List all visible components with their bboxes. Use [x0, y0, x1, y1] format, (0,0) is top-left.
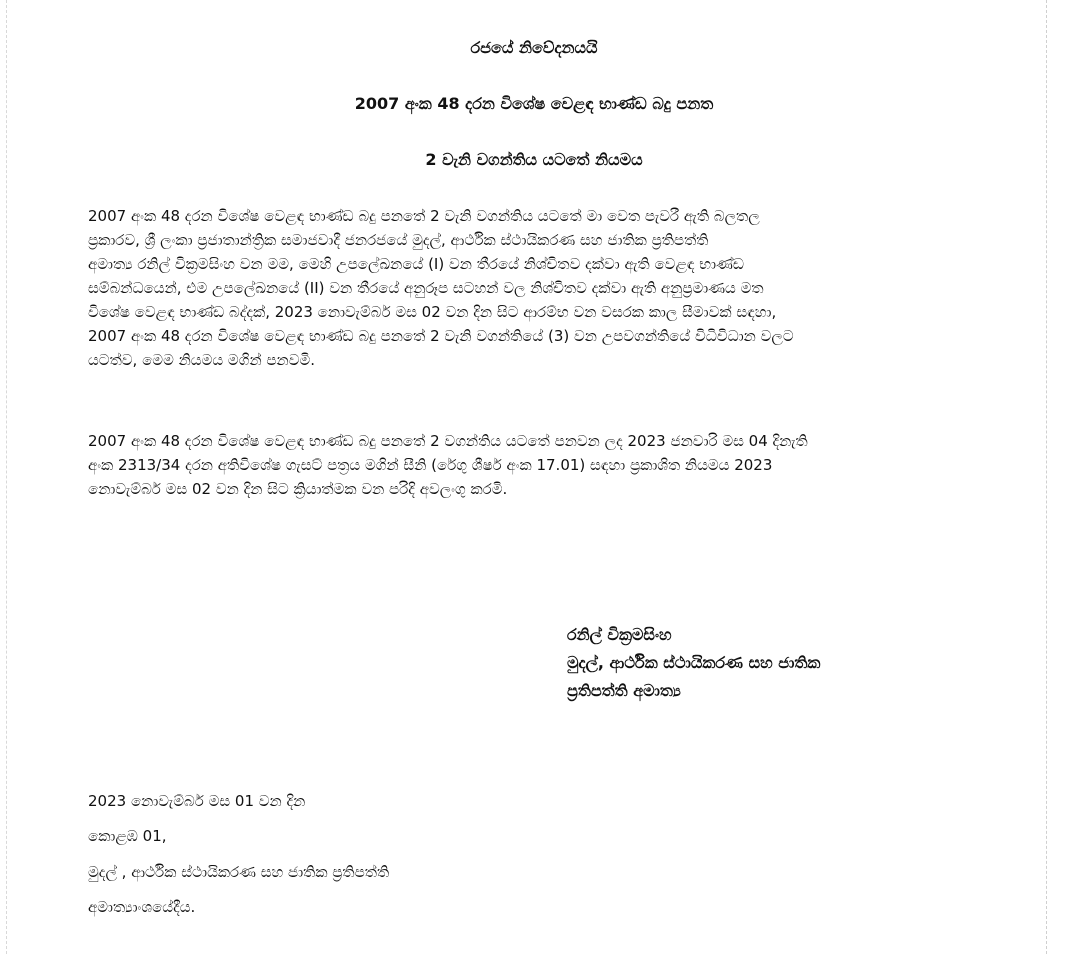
- paragraph-line: 2007 අංක 48 දරන විශේෂ වෙළඳ භාණ්ඩ බදු පනතේ 2 වැනි වගන්තියේ (3) වන උපවගන්තියේ විධිවිධාන වලට: [88, 327, 794, 345]
- issue-date: 2023 නොවැම්බර් මස 01 වන දින: [88, 792, 306, 810]
- paragraph-line: 2007 අංක 48 දරන විශේෂ වෙළඳ භාණ්ඩ බදු පනතේ 2 වගන්තිය යටතේ පනවන ලද 2023 ජනවාරි මස 04 දිනැති: [88, 432, 808, 450]
- signatory-title: මුදල්, ආර්ථික ස්ථායිකරණ සහ ජාතික: [567, 653, 821, 672]
- paragraph-line: ප්‍රකාරව, ශ්‍රී ලංකා ප්‍රජාතාන්ත්‍රික සමාජවාදී ජනරජයේ මුදල්, ආර්ථික ස්ථායිකරණ සහ ජාතික ප්‍රතිපත්ති: [88, 231, 709, 249]
- issue-place: කොළඹ 01,: [88, 827, 167, 845]
- signatory-name: රනිල් වික්‍රමසිංහ: [567, 625, 672, 644]
- paragraph-line: 2007 අංක 48 දරන විශේෂ වෙළඳ භාණ්ඩ බදු පනතේ 2 වැනි වගන්තිය යටතේ මා වෙත පැවරී ඇති බලතල: [88, 207, 760, 225]
- scan-edge-left: [6, 0, 7, 954]
- paragraph-revocation: [88, 429, 968, 501]
- act-title: 2007 අංක 48 දරන විශේෂ වෙළඳ භාණ්ඩ බදු පනත: [354, 94, 714, 113]
- notice-title: රජයේ නිවේදනයයි: [470, 38, 598, 57]
- ministry-name: මුදල් , ආර්ථික ස්ථායිකරණ සහ ජාතික ප්‍රතිපත්ති: [88, 863, 390, 881]
- signature-block: [567, 621, 1027, 705]
- paragraph-line: අමාත්‍ය රනිල් වික්‍රමසිංහ වන මම, මෙහි උපලේඛනයේ (I) වන තීරයේ නිශ්චිතව දක්වා ඇති වෙළඳ භාණ්ඩ: [88, 255, 745, 273]
- scan-edge-right: [1046, 0, 1047, 954]
- paragraph-line: නොවැම්බර් මස 02 වන දින සිට ක්‍රියාත්මක වන පරිදි අවලංගු කරමි.: [88, 480, 508, 498]
- signatory-title: ප්‍රතිපත්ති අමාත්‍ය: [567, 681, 681, 700]
- paragraph-line: විශේෂ වෙළඳ භාණ්ඩ බද්දක්, 2023 නොවැම්බර් මස 02 වන දින සිට ආරම්භ වන වසරක කාල සීමාවක් සඳහා,: [88, 303, 777, 321]
- ministry-suffix: අමාත්‍යාංශයේදීය.: [88, 898, 196, 916]
- paragraph-line: සම්බන්ධයෙන්, එම උපලේඛනයේ (II) වන තීරයේ අනුරූප සටහන් වල නිශ්චිතව දක්වා ඇති අනුප්‍රමාණය මත: [88, 279, 764, 297]
- order-title: 2 වැනි වගන්තිය යටතේ නියමය: [425, 150, 643, 169]
- paragraph-order: [88, 204, 968, 372]
- paragraph-line: යටත්ව, මෙම නියමය මගින් පනවමි.: [88, 351, 316, 369]
- paragraph-line: අංක 2313/34 දරන අතිවිශේෂ ගැසට් පත්‍රය මගින් සීනි (රේගු ශීර්ෂ අංක 17.01) සඳහා ප්‍රකාශිත නියමය 2023: [88, 456, 773, 474]
